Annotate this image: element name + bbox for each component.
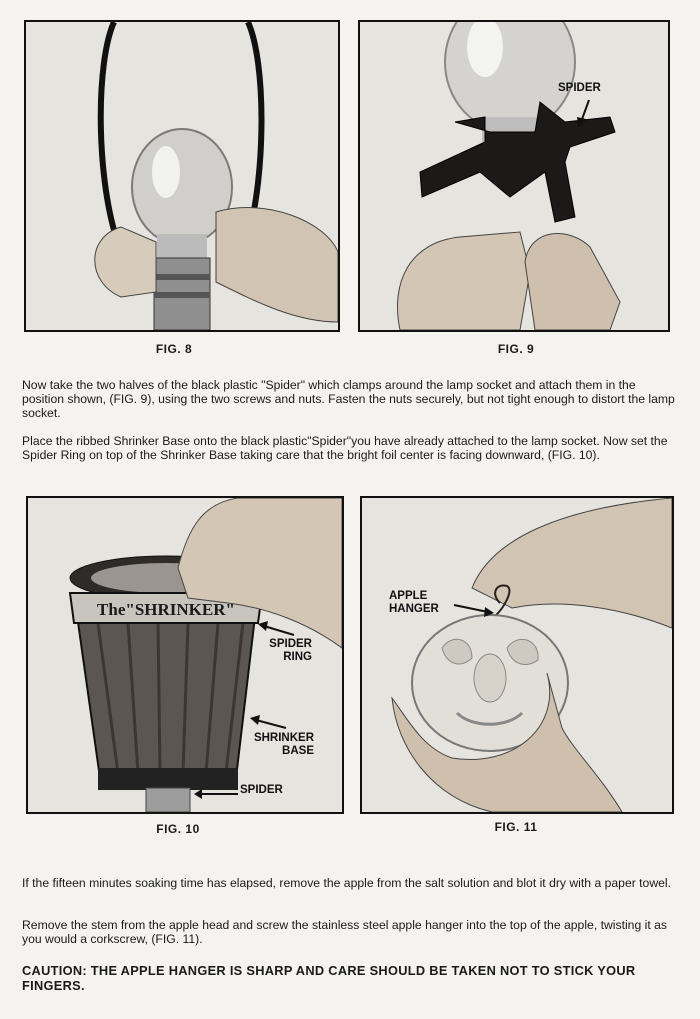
apple-head-hanger-illustration xyxy=(362,498,672,812)
figure-8-photo xyxy=(24,20,340,332)
apple-hanger-label-line-2: HANGER xyxy=(389,603,439,615)
lamp-bulb-harp-illustration xyxy=(26,22,338,330)
shrinker-base-label xyxy=(236,732,314,758)
spider-ring-label-line-2: RING xyxy=(283,651,312,663)
spider-label: SPIDER xyxy=(558,82,601,94)
figure-11-caption: FIG. 11 xyxy=(494,820,538,834)
shrinker-band-text: The"SHRINKER" xyxy=(97,600,235,619)
paragraph-blot-apple: If the fifteen minutes soaking time has elapsed, remove the apple from the salt solution and blot it dry with a paper towel. xyxy=(22,876,672,890)
caution-notice: CAUTION: THE APPLE HANGER IS SHARP AND CARE SHOULD BE TAKEN NOT TO STICK YOUR FINGERS. xyxy=(22,963,636,993)
figure-9-photo xyxy=(358,20,670,332)
figure-10-caption: FIG. 10 xyxy=(156,822,200,836)
figure-8-caption: FIG. 8 xyxy=(155,342,193,356)
shrinker-base-label-line-2: BASE xyxy=(282,745,314,757)
apple-hanger-label-line-1: APPLE xyxy=(389,590,428,602)
apple-hanger-label xyxy=(389,590,439,616)
spider-ring-label xyxy=(252,638,312,664)
paragraph-shrinker-base-instructions: Place the ribbed Shrinker Base onto the black plastic"Spider"you have already attached to the lamp socket. Now set the Spider Ring on top of the Shrinker Base taking care that the bright foil center is facing downward, (FIG. 10). xyxy=(22,434,668,462)
spider-ring-label-line-1: SPIDER xyxy=(269,638,312,650)
figure-9-caption: FIG. 9 xyxy=(497,342,535,356)
shrinker-base-label-line-1: SHRINKER xyxy=(253,732,314,744)
paragraph-spider-instructions: Now take the two halves of the black plastic "Spider" which clamps around the lamp socket and attach them in the position shown, (FIG. 9), using the two screws and nuts. Fasten the nuts securely, but not tight enough to distort the lamp socket. xyxy=(22,378,675,420)
spider-label-fig10: SPIDER xyxy=(240,784,283,796)
spider-clamp-illustration xyxy=(360,22,668,330)
figure-11-photo xyxy=(360,496,674,814)
paragraph-insert-hanger: Remove the stem from the apple head and screw the stainless steel apple hanger into the top of the apple, twisting it as you would a corkscrew, (FIG. 11). xyxy=(22,918,667,946)
